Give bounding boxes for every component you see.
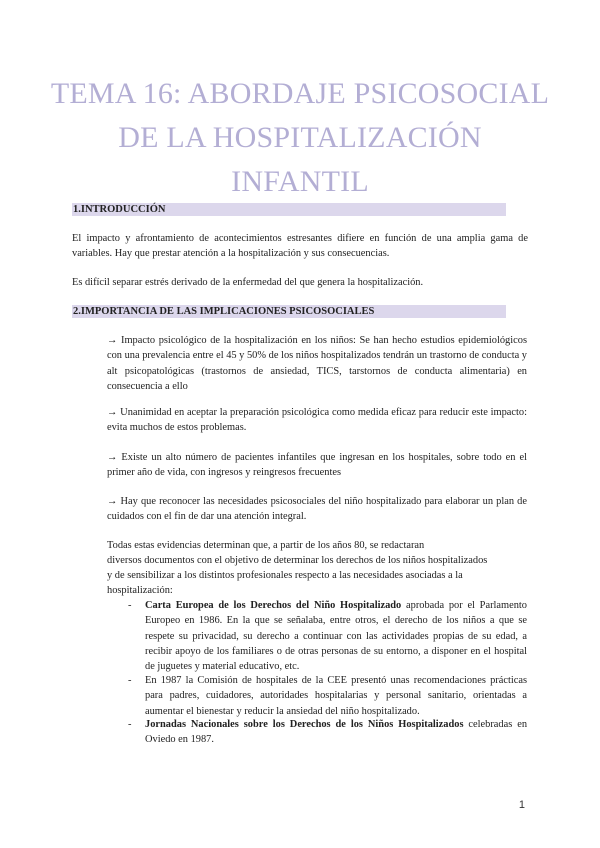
evidence-line-2: diversos documentos con el objetivo de determinar los derechos de los niños hospitalizados — [107, 555, 488, 566]
arrow-point-2: → Unanimidad en aceptar la preparación psicológica como medida eficaz para reducir este impacto: evita muchos de estos problemas. — [107, 407, 527, 434]
list-item-text: celebradas en Oviedo en 1987. — [145, 719, 528, 746]
list-dash: - — [128, 719, 132, 730]
document-title — [40, 72, 560, 204]
title-line-3: INFANTIL — [231, 165, 369, 198]
list-dash: - — [128, 675, 132, 686]
page-number: 1 — [518, 799, 525, 811]
arrow-point-3: → Existe un alto número de pacientes infantiles que ingresan en los hospitales, sobre todo en el primer año de vida, con ingresos y reingresos frecuentes — [107, 452, 527, 479]
intro-paragraph-2: Es difícil separar estrés derivado de la enfermedad del que genera la hospitalización. — [72, 277, 424, 288]
list-item-text: aprobada por el Parlamento Europeo en 1986. En la que se señalaba, entre otros, el derecho de los niños a que se respete su privacidad, su derecho a continuar con las actividades propias de su edad, a recibir apoyo de los familiares o de otras personas de su entorno, a disponer en el hospital de juguetes y material educativo, etc. — [145, 600, 528, 673]
evidence-line-1: Todas estas evidencias determinan que, a partir de los años 80, se redactaran — [107, 540, 425, 551]
intro-paragraph-1: El impacto y afrontamiento de acontecimientos estresantes difiere en función de una amplia gama de variables. Hay que prestar atención a la hospitalización y sus consecuencias. — [72, 233, 528, 260]
list-item-text: En 1987 la Comisión de hospitales de la CEE presentó unas recomendaciones prácticas para padres, cuidadores, autoridades hospitalarias y personal sanitario, orientadas a aumentar el bienestar y reducir la ansiedad del niño hospitalizado. — [145, 675, 527, 717]
list-item-bold: Carta Europea de los Derechos del Niño Hospitalizado — [145, 600, 402, 611]
evidence-line-3: y de sensibilizar a los distintos profesionales respecto a las necesidades asociadas a la — [107, 570, 463, 581]
title-line-1: TEMA 16: ABORDAJE PSICOSOCIAL — [50, 77, 550, 110]
arrow-point-4: → Hay que reconocer las necesidades psicosociales del niño hospitalizado para elaborar un plan de cuidados con el fin de dar una atención integral. — [107, 496, 527, 523]
section-2-heading: 2.IMPORTANCIA DE LAS IMPLICACIONES PSICOSOCIALES — [73, 306, 375, 317]
title-line-2: DE LA HOSPITALIZACIÓN — [118, 121, 482, 154]
evidence-line-4: hospitalización: — [107, 585, 173, 596]
list-dash: - — [128, 600, 132, 611]
list-item-bold: Jornadas Nacionales sobre los Derechos de los Niños Hospitalizados — [145, 719, 464, 730]
list-item — [145, 717, 527, 748]
list-item — [145, 673, 527, 719]
arrow-point-1: → Impacto psicológico de la hospitalización en los niños: Se han hecho estudios epidemiológicos con una prevalencia entre el 45 y 50% de los niños hospitalizados tendrán un trastorno de conducta y alt psicopatológicas (trastornos de ansiedad, TICS, tarstornos de conducta alimentaria) en consecuencia a ello — [107, 335, 527, 392]
list-item — [145, 598, 527, 674]
section-1-heading: 1.INTRODUCCIÓN — [73, 204, 166, 215]
